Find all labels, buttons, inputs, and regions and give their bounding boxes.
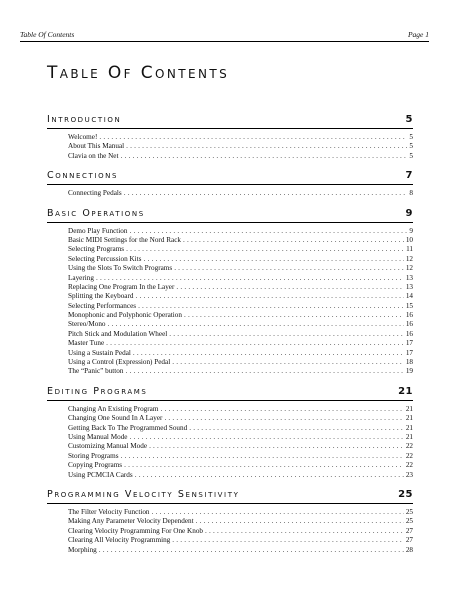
entry-page-number: 14 — [405, 292, 413, 301]
entry-page-number: 5 — [409, 133, 413, 141]
entry-page-number: 28 — [405, 545, 413, 554]
entry-label: Changing An Existing Program — [68, 404, 159, 413]
entry-page-number: 23 — [405, 470, 413, 479]
toc-entry[interactable] — [47, 358, 413, 367]
dot-leader — [106, 339, 404, 348]
dot-leader — [160, 405, 403, 414]
toc-entry[interactable] — [47, 142, 413, 151]
entry-label: Clavia on the Net — [68, 151, 119, 160]
entry-page-number: 11 — [406, 245, 413, 254]
entry-page-number: 16 — [405, 329, 413, 338]
header-title: Table Of Contents — [20, 30, 75, 39]
entry-page-number: 27 — [405, 526, 413, 535]
dot-leader — [121, 452, 404, 461]
header-page-number: Page 1 — [407, 30, 429, 39]
toc-entry[interactable] — [47, 292, 413, 301]
entry-list — [47, 133, 413, 161]
toc-entry[interactable] — [47, 452, 413, 461]
entry-page-number: 22 — [405, 442, 413, 451]
dot-leader — [138, 302, 404, 311]
dot-leader — [184, 311, 404, 320]
dot-leader — [152, 508, 404, 517]
table-of-contents — [47, 114, 413, 564]
dot-leader — [99, 546, 404, 555]
running-header — [20, 29, 429, 42]
dot-leader — [130, 433, 404, 442]
entry-label: Clearing Velocity Programming For One Knob — [68, 526, 204, 535]
entry-label: Changing One Sound In A Layer — [68, 414, 163, 423]
toc-section — [47, 170, 413, 198]
entry-page-number: 17 — [405, 348, 413, 357]
section-heading[interactable] — [47, 208, 413, 223]
toc-entry[interactable] — [47, 405, 413, 414]
toc-section — [47, 208, 413, 377]
entry-page-number: 25 — [405, 507, 413, 516]
entry-page-number: 22 — [405, 451, 413, 460]
toc-entry[interactable] — [47, 302, 413, 311]
page-title: Table Of Contents — [47, 63, 230, 83]
toc-entry[interactable] — [47, 424, 413, 433]
entry-page-number: 9 — [409, 226, 413, 235]
section-heading[interactable] — [47, 170, 413, 185]
section-title: Programming Velocity Sensitivity — [47, 488, 240, 500]
dot-leader — [135, 471, 404, 480]
toc-entry[interactable] — [47, 508, 413, 517]
toc-entry[interactable] — [47, 274, 413, 283]
section-title: Introduction — [47, 114, 122, 125]
toc-entry[interactable] — [47, 245, 413, 254]
toc-entry[interactable] — [47, 133, 413, 142]
section-title: Connections — [47, 170, 119, 182]
entry-page-number: 19 — [405, 367, 413, 376]
entry-page-number: 21 — [405, 432, 413, 441]
entry-label: Using a Sustain Pedal — [68, 348, 131, 357]
toc-entry[interactable] — [47, 283, 413, 292]
entry-label: The Filter Velocity Function — [68, 507, 150, 516]
entry-label: Selecting Performances — [68, 301, 137, 310]
entry-label: Customizing Manual Mode — [68, 442, 148, 451]
entry-label: Splitting the Keyboard — [68, 292, 134, 301]
dot-leader — [183, 236, 404, 245]
entry-label: Getting Back To The Programmed Sound — [68, 423, 188, 432]
entry-label: Master Tune — [68, 339, 105, 348]
toc-entry[interactable] — [47, 189, 413, 198]
entry-page-number: 16 — [405, 311, 413, 320]
toc-entry[interactable] — [47, 339, 413, 348]
entry-page-number: 13 — [405, 273, 413, 282]
dot-leader — [121, 152, 408, 161]
entry-label: Welcome! — [68, 133, 98, 141]
dot-leader — [149, 442, 404, 451]
toc-section — [47, 489, 413, 555]
entry-list — [47, 508, 413, 555]
dot-leader — [135, 292, 403, 301]
entry-label: Clearing All Velocity Programming — [68, 536, 171, 545]
toc-entry[interactable] — [47, 349, 413, 358]
toc-entry[interactable] — [47, 461, 413, 470]
entry-page-number: 12 — [405, 254, 413, 263]
entry-page-number: 21 — [405, 423, 413, 432]
entry-page-number: 8 — [409, 189, 413, 198]
toc-entry[interactable] — [47, 367, 413, 376]
entry-label: About This Manual — [68, 142, 125, 151]
dot-leader — [108, 320, 404, 329]
section-heading[interactable] — [47, 489, 413, 504]
dot-leader — [133, 349, 404, 358]
section-page-number: 5 — [405, 114, 413, 125]
toc-entry[interactable] — [47, 527, 413, 536]
toc-section — [47, 386, 413, 480]
entry-label: Monophonic and Polyphonic Operation — [68, 311, 182, 320]
toc-entry[interactable] — [47, 536, 413, 545]
toc-entry[interactable] — [47, 264, 413, 273]
toc-entry[interactable] — [47, 236, 413, 245]
entry-list — [47, 405, 413, 480]
section-heading[interactable] — [47, 114, 413, 129]
toc-entry[interactable] — [47, 471, 413, 480]
dot-leader — [169, 330, 404, 339]
dot-leader — [130, 227, 408, 236]
dot-leader — [189, 424, 404, 433]
entry-page-number: 18 — [405, 358, 413, 367]
entry-label: Layering — [68, 273, 94, 282]
toc-entry[interactable] — [47, 320, 413, 329]
section-page-number: 25 — [398, 488, 413, 500]
entry-label: Storing Programs — [68, 451, 119, 460]
entry-label: The “Panic” button — [68, 367, 124, 376]
dot-leader — [143, 255, 403, 264]
toc-entry[interactable] — [47, 433, 413, 442]
entry-page-number: 16 — [405, 320, 413, 329]
dot-leader — [126, 142, 407, 151]
entry-label: Using a Control (Expression) Pedal — [68, 358, 171, 367]
toc-entry[interactable] — [47, 255, 413, 264]
section-heading[interactable] — [47, 386, 413, 401]
toc-entry[interactable] — [47, 442, 413, 451]
entry-label: Demo Play Function — [68, 226, 128, 235]
entry-label: Stereo/Mono — [68, 320, 106, 329]
toc-entry[interactable] — [47, 330, 413, 339]
section-title: Basic Operations — [47, 207, 145, 219]
entry-label: Copying Programs — [68, 461, 123, 470]
dot-leader — [196, 517, 404, 526]
dot-leader — [172, 358, 404, 367]
entry-label: Pitch Stick and Modulation Wheel — [68, 329, 168, 338]
dot-leader — [124, 189, 408, 198]
section-page-number: 21 — [398, 385, 413, 397]
entry-list — [47, 189, 413, 198]
dot-leader — [205, 527, 404, 536]
dot-leader — [172, 536, 404, 545]
entry-page-number: 27 — [405, 536, 413, 545]
entry-page-number: 15 — [405, 301, 413, 310]
entry-label: Connecting Pedals — [68, 189, 122, 198]
toc-entry[interactable] — [47, 152, 413, 161]
section-page-number: 7 — [405, 170, 413, 182]
dot-leader — [126, 367, 404, 376]
entry-page-number: 13 — [405, 282, 413, 291]
entry-page-number: 25 — [405, 517, 413, 526]
entry-page-number: 21 — [405, 414, 413, 423]
dot-leader — [126, 245, 404, 254]
dot-leader — [164, 414, 403, 423]
entry-label: Morphing — [68, 545, 97, 554]
entry-page-number: 22 — [405, 461, 413, 470]
entry-list — [47, 227, 413, 377]
dot-leader — [176, 283, 403, 292]
toc-entry[interactable] — [47, 517, 413, 526]
entry-label: Selecting Programs — [68, 245, 125, 254]
section-page-number: 9 — [405, 207, 413, 219]
entry-label: Using Manual Mode — [68, 432, 128, 441]
entry-label: Using the Slots To Switch Programs — [68, 264, 173, 273]
entry-page-number: 5 — [409, 151, 413, 160]
toc-entry[interactable] — [47, 311, 413, 320]
entry-label: Replacing One Program In the Layer — [68, 282, 175, 291]
entry-label: Basic MIDI Settings for the Nord Rack — [68, 235, 181, 244]
dot-leader — [99, 133, 407, 142]
entry-page-number: 17 — [405, 339, 413, 348]
entry-label: Selecting Percussion Kits — [68, 254, 142, 263]
entry-page-number: 10 — [405, 235, 413, 244]
toc-section — [47, 114, 413, 161]
toc-entry[interactable] — [47, 546, 413, 555]
entry-page-number: 12 — [405, 264, 413, 273]
toc-entry[interactable] — [47, 227, 413, 236]
toc-entry[interactable] — [47, 414, 413, 423]
entry-page-number: 21 — [405, 404, 413, 413]
section-title: Editing Programs — [47, 385, 148, 397]
entry-label: Making Any Parameter Velocity Dependent — [68, 517, 194, 526]
dot-leader — [124, 461, 404, 470]
entry-page-number: 5 — [409, 142, 413, 151]
dot-leader — [96, 274, 404, 283]
dot-leader — [174, 264, 404, 273]
entry-label: Using PCMCIA Cards — [68, 470, 133, 479]
